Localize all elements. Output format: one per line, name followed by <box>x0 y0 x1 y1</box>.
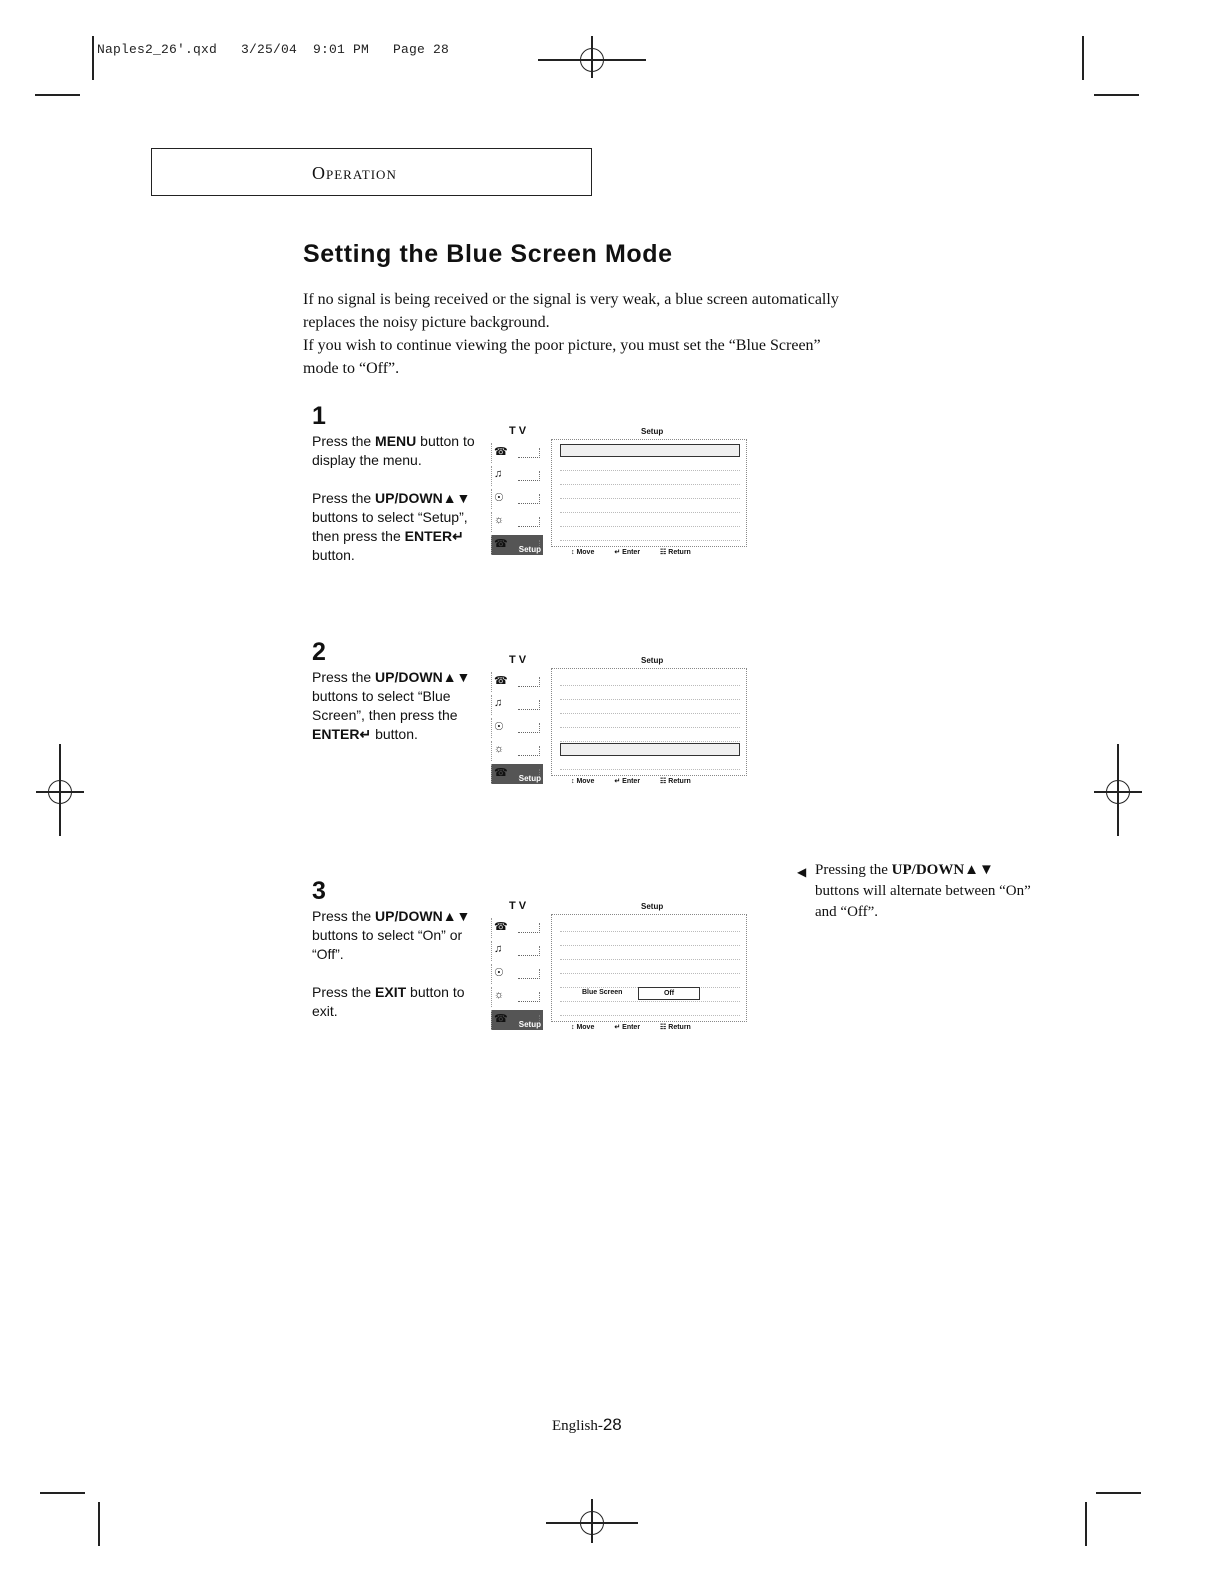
osd-menu-icon <box>491 741 543 761</box>
osd-menu-row <box>560 933 740 946</box>
crop-mark <box>40 1492 85 1494</box>
osd-menu-row <box>560 687 740 700</box>
body-text: buttons to select “On” or “Off”. <box>312 927 463 962</box>
registration-mark-top <box>572 40 612 80</box>
intro-line: mode to “Off”. <box>303 360 400 377</box>
emphasis-text: MENU <box>375 433 417 449</box>
menu-category-icon: ☎ <box>494 767 508 779</box>
osd-menu-icon <box>491 918 543 938</box>
osd-footer-hints <box>571 777 711 785</box>
osd-menu-row <box>560 528 740 541</box>
crop-mark <box>1082 36 1084 80</box>
page-number <box>552 1415 622 1435</box>
osd-menu-icon <box>491 443 543 463</box>
menu-category-icon: ☉ <box>494 967 504 979</box>
osd-tv-label: TV <box>509 654 530 666</box>
side-note <box>797 860 1037 923</box>
body-text: buttons to select “Blue Screen”, then press the <box>312 688 458 723</box>
osd-menu-row <box>560 729 740 742</box>
osd-menu-row <box>560 757 740 770</box>
menu-category-icon: ☼ <box>494 514 505 526</box>
osd-footer-hint: ☷ Return <box>660 549 691 556</box>
osd-footer-hint: ↕ Move <box>571 1024 595 1031</box>
page-number-value: 28 <box>602 1415 622 1434</box>
osd-footer-hint: ↕ Move <box>571 549 595 556</box>
menu-category-icon: ♫ <box>494 468 503 480</box>
pointer-arrow-icon: ◀ <box>797 865 807 879</box>
body-text: Pressing the <box>815 862 892 878</box>
osd-menu-row <box>560 961 740 974</box>
osd-menu-row <box>560 701 740 714</box>
osd-menu-icon <box>491 489 543 509</box>
osd-menu-title: Setup <box>641 427 664 436</box>
emphasis-text: UP/DOWN▲▼ <box>375 669 471 685</box>
osd-menu-title: Setup <box>641 656 664 665</box>
osd-row-label: Blue Screen <box>582 989 623 996</box>
osd-footer-hint: ↵ Enter <box>614 1024 641 1031</box>
osd-selected-icon-label: Setup <box>518 774 541 783</box>
menu-category-icon: ☎ <box>494 538 508 550</box>
emphasis-text: ENTER↵ <box>404 528 464 544</box>
osd-menu-icon <box>491 512 543 532</box>
registration-mark-right <box>1098 772 1138 812</box>
osd-tv-label: TV <box>509 900 530 912</box>
osd-footer-hints <box>571 548 711 556</box>
instruction-paragraph <box>312 983 487 1021</box>
osd-menu-panel <box>551 914 747 1022</box>
step-number: 1 <box>312 402 326 430</box>
osd-icon-column <box>491 443 546 558</box>
section-title: Operation <box>312 163 397 183</box>
osd-menu-icon <box>491 466 543 486</box>
osd-menu-row <box>560 444 740 457</box>
menu-category-icon: ☼ <box>494 989 505 1001</box>
step-number: 2 <box>312 638 326 666</box>
body-text: button to display the menu. <box>312 433 475 468</box>
osd-menu-row <box>560 947 740 960</box>
body-text: Press the <box>312 433 376 449</box>
osd-menu-row <box>560 472 740 485</box>
intro-line: If no signal is being received or the signal is very weak, a blue screen automatically <box>303 291 839 308</box>
osd-menu-row <box>560 673 740 686</box>
osd-menu-icon <box>491 941 543 961</box>
crop-mark <box>35 94 80 96</box>
osd-menu-row <box>560 715 740 728</box>
body-text: button to exit. <box>312 984 465 1019</box>
body-text: Press the <box>312 984 376 1000</box>
step-instructions <box>312 668 487 763</box>
body-text: buttons to select “Setup”, then press the <box>312 509 468 544</box>
emphasis-text: UP/DOWN▲▼ <box>891 862 994 878</box>
osd-icon-column <box>491 918 546 1033</box>
instruction-paragraph <box>312 432 487 470</box>
osd-menu-panel <box>551 668 747 776</box>
menu-category-icon: ☉ <box>494 721 504 733</box>
osd-menu-icon <box>491 987 543 1007</box>
emphasis-text: UP/DOWN▲▼ <box>375 490 471 506</box>
osd-menu-row <box>560 458 740 471</box>
osd-menu-icon <box>491 672 543 692</box>
osd-menu-row <box>560 919 740 932</box>
tv-osd-screenshot <box>491 654 751 789</box>
body-text: Press the <box>312 490 376 506</box>
osd-menu-row <box>560 514 740 527</box>
emphasis-text: EXIT <box>375 984 407 1000</box>
osd-tv-label: TV <box>509 425 530 437</box>
body-text: Press the <box>312 908 376 924</box>
osd-menu-row <box>560 486 740 499</box>
osd-value-box: Off <box>638 987 700 1000</box>
registration-mark-left <box>40 772 80 812</box>
osd-selected-icon-label: Setup <box>518 545 541 554</box>
menu-category-icon: ☼ <box>494 743 505 755</box>
menu-category-icon: ♫ <box>494 943 503 955</box>
step-number: 3 <box>312 877 326 905</box>
crop-mark <box>1094 94 1139 96</box>
osd-icon-column <box>491 672 546 787</box>
body-text: button. <box>312 547 355 563</box>
page-title: Setting the Blue Screen Mode <box>303 240 673 268</box>
instruction-paragraph <box>312 668 487 744</box>
instruction-paragraph <box>312 489 487 565</box>
page-number-prefix: English- <box>552 1418 603 1434</box>
intro-line: If you wish to continue viewing the poor picture, you must set the “Blue Screen” <box>303 337 821 354</box>
registration-mark-bottom <box>572 1503 612 1543</box>
osd-menu-row <box>560 500 740 513</box>
body-text: button. <box>371 726 418 742</box>
menu-category-icon: ☎ <box>494 446 508 458</box>
print-slug: Naples2_26'.qxd 3/25/04 9:01 PM Page 28 <box>97 42 450 57</box>
crop-mark <box>1096 1492 1141 1494</box>
crop-mark <box>1085 1502 1087 1546</box>
osd-footer-hint: ↵ Enter <box>614 778 641 785</box>
osd-menu-icon <box>491 535 543 555</box>
menu-category-icon: ☎ <box>494 1013 508 1025</box>
osd-menu-icon <box>491 964 543 984</box>
crop-mark <box>98 1502 100 1546</box>
emphasis-text: ENTER↵ <box>312 726 372 742</box>
menu-category-icon: ♫ <box>494 697 503 709</box>
emphasis-text: UP/DOWN▲▼ <box>375 908 471 924</box>
osd-footer-hints <box>571 1023 711 1031</box>
osd-footer-hint: ↕ Move <box>571 778 595 785</box>
step-instructions <box>312 907 487 1040</box>
osd-menu-row <box>560 743 740 756</box>
intro-line: replaces the noisy picture background. <box>303 314 550 331</box>
osd-menu-icon <box>491 718 543 738</box>
osd-menu-icon <box>491 1010 543 1030</box>
step-instructions <box>312 432 487 584</box>
body-text: Press the <box>312 669 376 685</box>
menu-category-icon: ☎ <box>494 921 508 933</box>
intro-text <box>303 288 993 380</box>
osd-menu-row <box>560 1003 740 1016</box>
body-text: buttons will alternate between “On” and “Off”. <box>815 883 1031 920</box>
osd-footer-hint: ☷ Return <box>660 1024 691 1031</box>
instruction-paragraph <box>312 907 487 964</box>
osd-menu-title: Setup <box>641 902 664 911</box>
osd-footer-hint: ☷ Return <box>660 778 691 785</box>
osd-footer-hint: ↵ Enter <box>614 549 641 556</box>
side-note-text <box>797 860 1037 923</box>
osd-menu-icon <box>491 695 543 715</box>
osd-menu-icon <box>491 764 543 784</box>
tv-osd-screenshot <box>491 900 751 1035</box>
tv-osd-screenshot <box>491 425 751 560</box>
menu-category-icon: ☎ <box>494 675 508 687</box>
crop-mark <box>92 36 94 80</box>
section-header <box>151 148 592 196</box>
osd-menu-panel <box>551 439 747 547</box>
osd-selected-icon-label: Setup <box>518 1020 541 1029</box>
menu-category-icon: ☉ <box>494 492 504 504</box>
